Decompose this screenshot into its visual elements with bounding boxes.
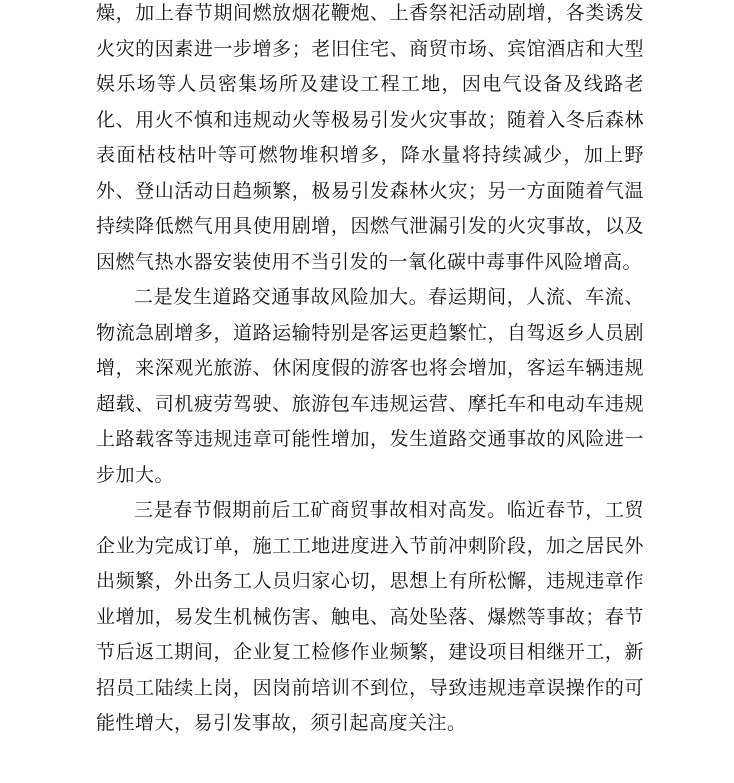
paragraph-traffic-risk: 二是发生道路交通事故风险加大。春运期间，人流、车流、物流急剧增多，道路运输特别是客运更趋繁忙，自驾返乡人员剧增，来深观光旅游、休闲度假的游客也将会增加，客运车辆违规超载、司机疲劳驾驶、旅游包车违规运营、摩托车和电动车违规上路载客等违规违章可能性增加，发生道路交通事故的风险进一步加大。	[96, 286, 644, 486]
paragraph-industrial-risk: 三是春节假期前后工矿商贸事故相对高发。临近春节，工贸企业为完成订单，施工工地进度进入节前冲刺阶段，加之居民外出频繁，外出务工人员归家心切，思想上有所松懈，违规违章作业增加，易发生机械伤害、触电、高处坠落、爆燃等事故；春节节后返工期间，企业复工检修作业频繁，建设项目相继开工，新招员工陆续上岗，因岗前培训不到位，导致违规违章误操作的可能性增大，易引发事故，须引起高度关注。	[96, 499, 644, 734]
paragraph-fire-risk: 燥，加上春节期间燃放烟花鞭炮、上香祭祀活动剧增，各类诱发火灾的因素进一步增多；老旧住宅、商贸市场、宾馆酒店和大型娱乐场等人员密集场所及建设工程工地，因电气设备及线路老化、用火不慎和违规动火等极易引发火灾事故；随着入冬后森林表面枯枝枯叶等可燃物堆积增多，降水量将持续减少，加上野外、登山活动日趋频繁，极易引发森林火灾；另一方面随着气温持续降低燃气用具使用剧增，因燃气泄漏引发的火灾事故，以及因燃气热水器安装使用不当引发的一氧化碳中毒事件风险增高。	[96, 2, 644, 273]
document-body	[96, 0, 644, 742]
